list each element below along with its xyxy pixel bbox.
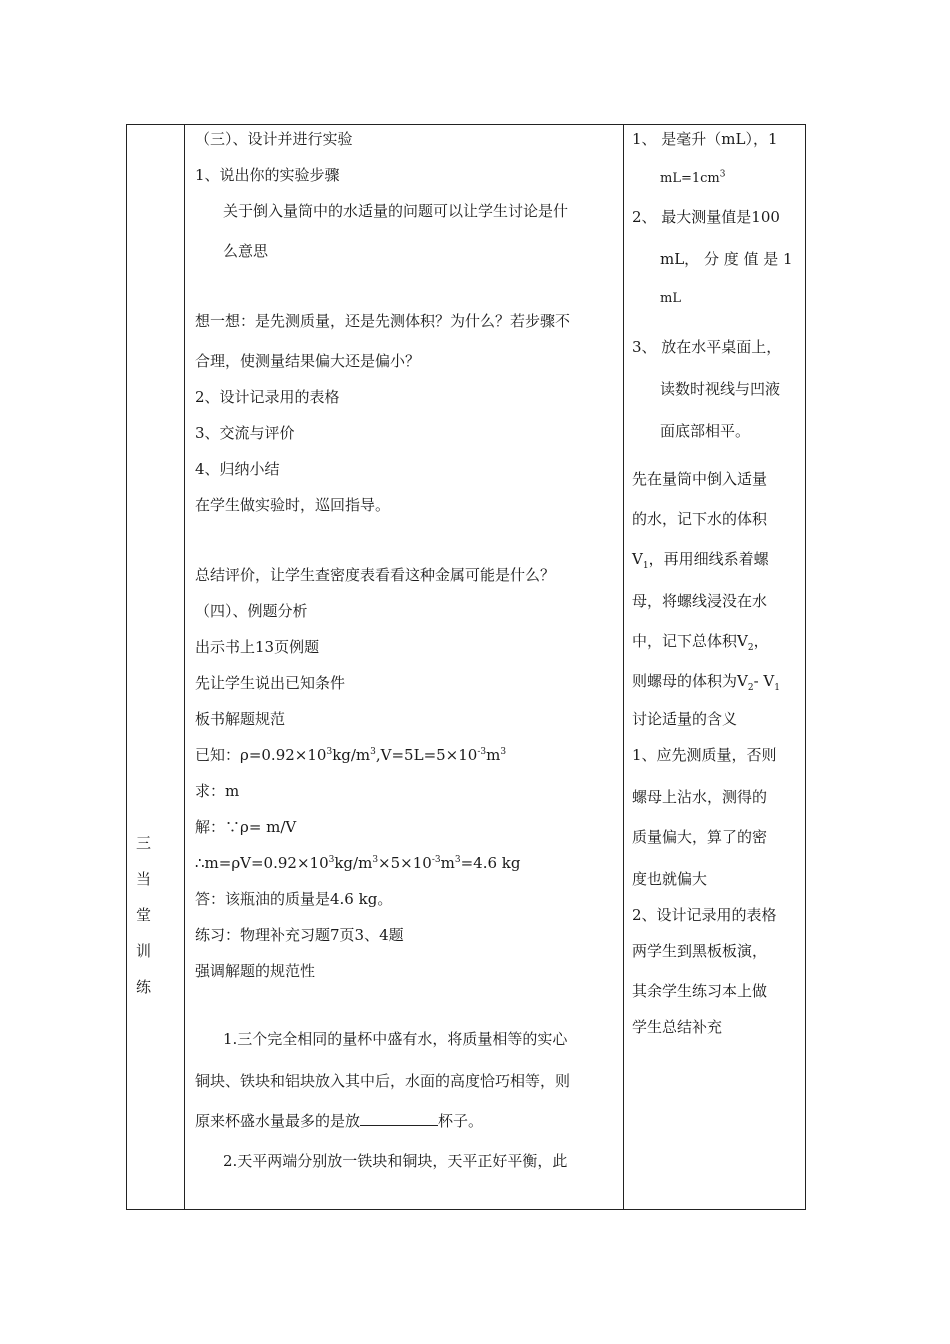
question-2: 2.天平两端分别放一铁块和铜块，天平正好平衡，此	[223, 1152, 568, 1170]
step-2: 2、设计记录用的表格	[195, 388, 340, 406]
text-line: 板书解题规范	[195, 710, 286, 728]
note-line: 质量偏大，算了的密	[632, 828, 768, 846]
text-line: 关于倒入量筒中的水适量的问题可以让学生讨论是什	[223, 202, 569, 220]
known-conditions: 已知：$\rho=0.92\times 10^3kg/m^3,V=5L=5\times 10^{-3}m^3$	[195, 746, 507, 764]
section-column	[127, 125, 184, 1209]
section-label: 三 当 堂 训 练	[136, 834, 160, 996]
note-line: 面底部相平。	[660, 422, 751, 440]
text-line: 先让学生说出已知条件	[195, 674, 346, 692]
note-line: 的水，记下水的体积	[632, 510, 768, 528]
note-line: 1、 是毫升（mL），1	[632, 130, 778, 148]
step-3: 3、交流与评价	[195, 424, 295, 442]
note-line: 母，将螺线浸没在水	[632, 592, 768, 610]
answer-blank	[360, 1111, 438, 1126]
exercise-line: 练习：物理补充习题7页3、4题	[195, 926, 404, 944]
note-line: 中，记下总体积$V_2$，	[632, 632, 769, 653]
note-line: mL	[660, 291, 681, 306]
text-line: 出示书上13页例题	[195, 638, 320, 656]
text-line: 合理，使测量结果偏大还是偏小？	[195, 352, 421, 370]
note-line: 读数时视线与凹液	[660, 380, 781, 398]
heading-design-experiment: （三）、设计并进行实验	[195, 130, 353, 148]
text-line: 想一想：是先测质量，还是先测体积？为什么？若步骤不	[195, 312, 571, 330]
teaching-content-column	[185, 125, 623, 1209]
step-1: 1、说出你的实验步骤	[195, 166, 340, 184]
student-activity-column	[624, 125, 805, 1209]
note-line: 两学生到黑板板演，	[632, 942, 768, 960]
note-line: 3、 放在水平桌面上，	[632, 338, 782, 356]
note-line: 则螺母的体积为$V_2-$ $V_1$	[632, 672, 780, 693]
note-line: 其余学生练习本上做	[632, 982, 768, 1000]
note-line: 度也就偏大	[632, 870, 708, 888]
solution-line: 解：∵ρ= m/V	[195, 818, 297, 836]
note-line: 讨论适量的含义	[632, 710, 738, 728]
text-line: 总结评价，让学生查密度表看看这种金属可能是什么？	[195, 566, 556, 584]
text-line: 强调解题的规范性	[195, 962, 316, 980]
step-4: 4、归纳小结	[195, 460, 280, 478]
therefore-line: $\therefore m=\rho V=0.92\times 10^3kg/m^3\times 5\times 10^{-3}m^3=4.6$ kg	[195, 854, 521, 872]
note-line: 先在量筒中倒入适量	[632, 470, 768, 488]
note-line: 学生总结补充	[632, 1018, 723, 1036]
text-line: 铜块、铁块和铝块放入其中后，水面的高度恰巧相等，则	[195, 1072, 571, 1090]
find-line: 求：m	[195, 782, 240, 800]
heading-example-analysis: （四）、例题分析	[195, 602, 308, 620]
text-line: 原来杯盛水量最多的是放 杯子。	[195, 1112, 484, 1130]
text-line: 么意思	[223, 242, 269, 260]
note-line: $mL=1cm^3$	[660, 169, 726, 186]
lesson-table	[126, 124, 806, 1210]
note-line: 1、应先测质量，否则	[632, 746, 777, 764]
question-1: 1.三个完全相同的量杯中盛有水，将质量相等的实心	[223, 1030, 568, 1048]
note-line: $V_1$，再用细线系着螺	[632, 550, 769, 571]
note-line: mL， 分 度 值 是 1	[660, 250, 793, 268]
text-line: 在学生做实验时，巡回指导。	[195, 496, 391, 514]
note-line: 螺母上沾水，测得的	[632, 788, 768, 806]
answer-line: 答：该瓶油的质量是4.6 kg。	[195, 890, 393, 908]
note-line: 2、 最大测量值是100	[632, 208, 780, 226]
note-line: 2、设计记录用的表格	[632, 906, 777, 924]
